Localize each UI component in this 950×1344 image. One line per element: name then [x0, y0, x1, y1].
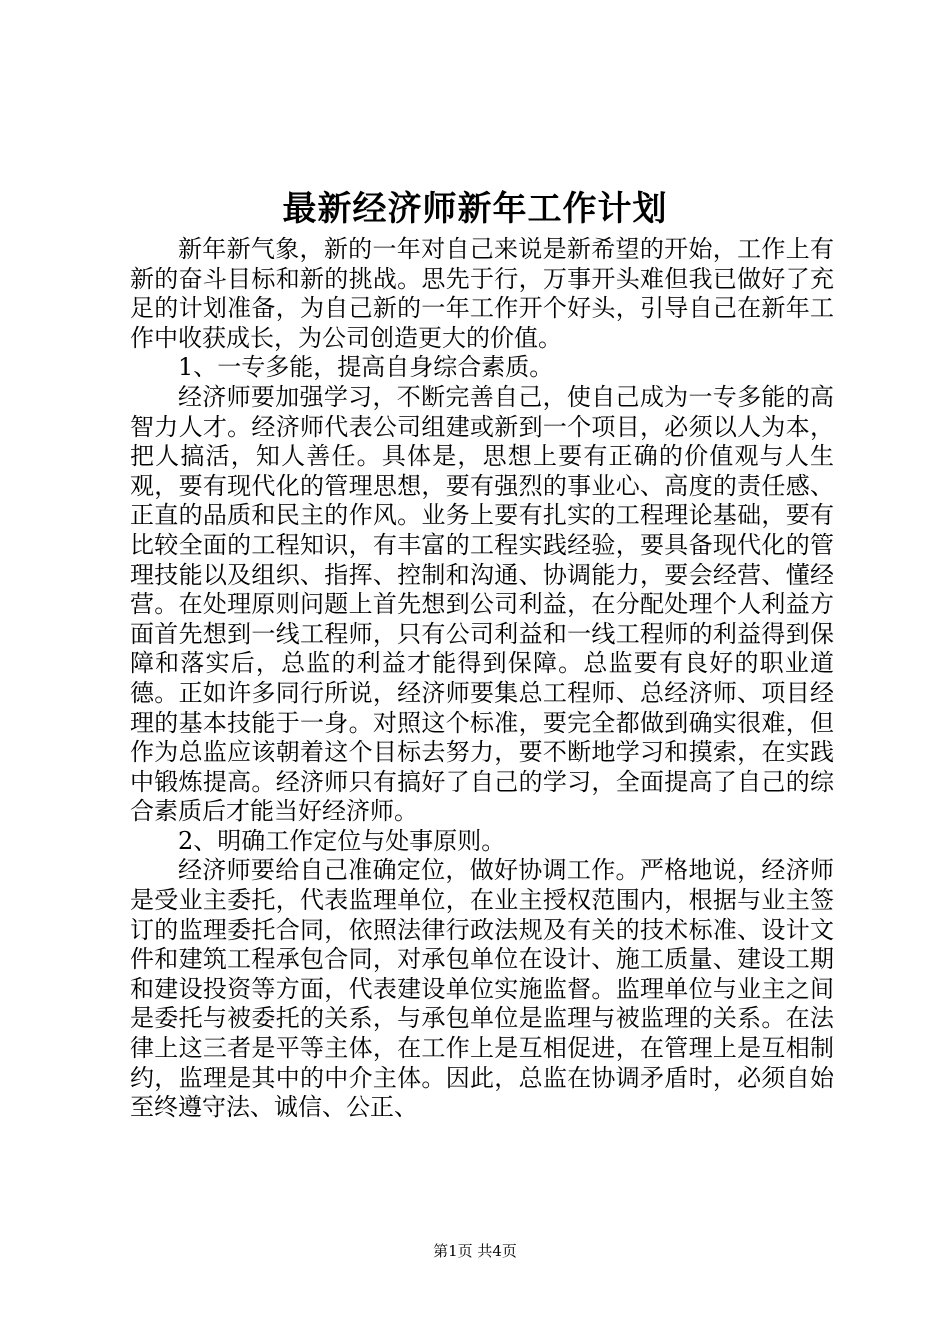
document-title: 最新经济师新年工作计划 — [282, 189, 668, 229]
section-heading-2: 2、明确工作定位与处事原则。 — [178, 826, 506, 855]
section-heading-1: 1、一专多能，提高自身综合素质。 — [178, 353, 554, 382]
intro-paragraph: 新年新气象，新的一年对自己来说是新希望的开始，工作上有新的奋斗目标和新的挑战。思先于行，万事开头难但我已做好了充足的计划准备，为自己新的一年工作开个好头，引导自己在新年工作中收获成长，为公司创造更大的价值。 — [130, 235, 834, 352]
page-footer: 第1页 共4页 — [433, 1242, 517, 1260]
section-2-paragraph: 经济师要给自己准确定位，做好协调工作。严格地说，经济师是受业主委托，代表监理单位，在业主授权范围内，根据与业主签订的监理委托合同，依照法律行政法规及有关的技术标准、设计文件和建筑工程承包合同，对承包单位在设计、施工质量、建设工期和建设投资等方面，代表建设单位实施监督。监理单位与业主之间是委托与被委托的关系，与承包单位是监理与被监理的关系。在法律上这三者是平等主体，在工作上是互相促进，在管理上是互相制约，监理是其中的中介主体。因此，总监在协调矛盾时，必须自始至终遵守法、诚信、公正、 — [130, 856, 834, 1122]
document-body — [130, 235, 834, 1123]
section-1-paragraph: 经济师要加强学习，不断完善自己，使自己成为一专多能的高智力人才。经济师代表公司组建或新到一个项目，必须以人为本，把人搞活，知人善任。具体是，思想上要有正确的价值观与人生观，要有现代化的管理思想，要有强烈的事业心、高度的责任感、正直的品质和民主的作风。业务上要有扎实的工程理论基础，要有比较全面的工程知识，有丰富的工程实践经验，要具备现代化的管理技能以及组织、指挥、控制和沟通、协调能力，要会经营、懂经营。在处理原则问题上首先想到公司利益，在分配处理个人利益方面首先想到一线工程师，只有公司利益和一线工程师的利益得到保障和落实后，总监的利益才能得到保障。总监要有良好的职业道德。正如许多同行所说，经济师要集总工程师、总经济师、项目经理的基本技能于一身。对照这个标准，要完全都做到确实很难，但作为总监应该朝着这个目标去努力，要不断地学习和摸索，在实践中锻炼提高。经济师只有搞好了自己的学习，全面提高了自己的综合素质后才能当好经济师。 — [130, 382, 834, 826]
